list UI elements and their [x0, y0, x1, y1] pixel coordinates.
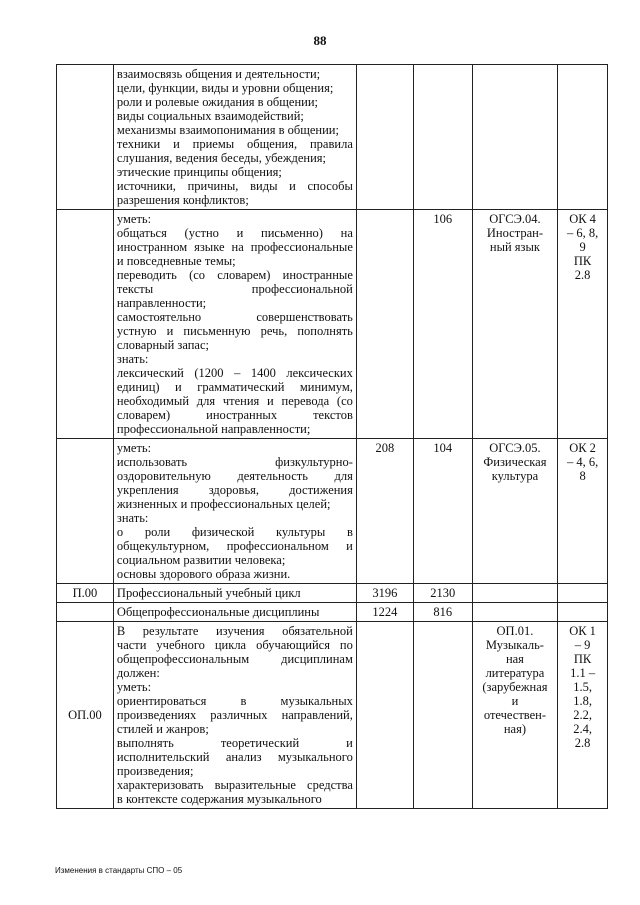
text-line: 2.8 [574, 736, 591, 750]
text-line: 1.8, [573, 694, 592, 708]
text-line: источники, причины, виды и способы [116, 179, 353, 193]
index-cell [57, 210, 114, 439]
text-line: общекультурном, профессиональном и [116, 539, 353, 553]
text-line: части учебного цикла обучающийся по [116, 638, 353, 652]
hours-total-cell [356, 622, 413, 809]
text-line: ОГСЭ.05. [489, 441, 541, 455]
text-line: техники и приемы общения, правила [116, 137, 353, 151]
text-line: цели, функции, виды и уровни общения; [116, 81, 334, 95]
text-line: в контексте содержания музыкального [116, 792, 322, 806]
table-row [57, 584, 608, 603]
text-line: знать: [116, 352, 149, 366]
hours-class-cell: 104 [413, 439, 472, 584]
text-line: словарем) иностранных текстов [116, 408, 353, 422]
text-line: 2.4, [573, 722, 592, 736]
text-line: профессиональной направленности; [116, 422, 311, 436]
text-line: ПК [573, 254, 592, 268]
hours-class-cell [413, 65, 472, 210]
text-line: укрепления здоровья, достижения [116, 483, 353, 497]
text-line: общепрофессиональным дисциплинам [116, 652, 353, 666]
text-line: характеризовать выразительные средства [116, 778, 353, 792]
text-line: 2.2, [573, 708, 592, 722]
text-line: Физическая [483, 455, 547, 469]
text-line: произведениях различных направлений, [116, 708, 353, 722]
competencies-cell [558, 210, 608, 439]
text-line: жизненных и профессиональных целей; [116, 497, 331, 511]
table-row [57, 65, 608, 210]
text-line: роли и ролевые ожидания в общении; [116, 95, 318, 109]
text-line: 9 [579, 240, 586, 254]
text-line: ная) [503, 722, 527, 736]
text-line: иностранном языке на профессиональные [116, 240, 353, 254]
text-line: самостоятельно совершенствовать [116, 310, 353, 324]
index-cell [57, 65, 114, 210]
text-line: уметь: [116, 441, 152, 455]
hours-class-cell: 2130 [413, 584, 472, 603]
table-row [57, 210, 608, 439]
text-line: необходимый для чтения и перевода (со [116, 394, 353, 408]
text-line: направленности; [116, 296, 207, 310]
text-line: разрешения конфликтов; [116, 193, 249, 207]
text-line: уметь: [116, 212, 152, 226]
text-line: – 6, 8, [566, 226, 599, 240]
hours-total-cell: 1224 [356, 603, 413, 622]
hours-class-cell: 106 [413, 210, 472, 439]
text-line: и повседневные темы; [116, 254, 236, 268]
curriculum-table [56, 64, 608, 809]
table-row [57, 603, 608, 622]
text-line: 1.5, [573, 680, 592, 694]
competencies-cell [558, 603, 608, 622]
text-line: ОГСЭ.04. [489, 212, 541, 226]
discipline-code-cell [472, 622, 557, 809]
text-line: ОК 4 [569, 212, 596, 226]
text-line: В результате изучения обязательной [116, 624, 353, 638]
text-line: виды социальных взаимодействий; [116, 109, 304, 123]
text-line: общаться (устно и письменно) на [116, 226, 353, 240]
index-cell [57, 603, 114, 622]
hours-total-cell: 3196 [356, 584, 413, 603]
text-line: переводить (со словарем) иностранные [116, 268, 353, 282]
competencies-cell [558, 584, 608, 603]
text-line: стилей и жанров; [116, 722, 209, 736]
text-line: словарный запас; [116, 338, 209, 352]
text-line: – 4, 6, [566, 455, 599, 469]
competencies-cell [558, 65, 608, 210]
index-cell: ОП.00 [57, 622, 114, 809]
text-line: (зарубежная [482, 680, 548, 694]
text-line: лексический (1200 – 1400 лексических [116, 366, 353, 380]
discipline-code-cell [472, 65, 557, 210]
hours-class-cell: 816 [413, 603, 472, 622]
text-line: Музыкаль- [485, 638, 544, 652]
text-line: устную и письменную речь, пополнять [116, 324, 353, 338]
text-line: исполнительский анализ музыкального [116, 750, 353, 764]
index-cell: П.00 [57, 584, 114, 603]
hours-total-cell: 208 [356, 439, 413, 584]
competencies-cell [558, 622, 608, 809]
text-line: ная [505, 652, 524, 666]
text-line: – 9 [574, 638, 591, 652]
table-row [57, 439, 608, 584]
text-line: ОП.01. [496, 624, 534, 638]
section-title-cell: Общепрофессиональные дисциплины [113, 603, 356, 622]
text-line: уметь: [116, 680, 152, 694]
table-row [57, 622, 608, 809]
text-line: произведения; [116, 764, 194, 778]
cycle-title-cell: Профессиональный учебный цикл [113, 584, 356, 603]
competencies-cell [558, 439, 608, 584]
text-line: 2.8 [574, 268, 591, 282]
text-line: использовать физкультурно- [116, 455, 353, 469]
text-line: ПК [573, 652, 592, 666]
text-line: выполнять теоретический и [116, 736, 353, 750]
text-line: единиц) и грамматический минимум, [116, 380, 353, 394]
discipline-code-cell [472, 439, 557, 584]
text-line: оздоровительную деятельность для [116, 469, 353, 483]
hours-class-cell [413, 622, 472, 809]
page-number: 88 [313, 33, 327, 48]
text-line: тексты профессиональной [116, 282, 353, 296]
text-line: ориентироваться в музыкальных [116, 694, 353, 708]
text-line: 1.1 – [570, 666, 596, 680]
text-line: социальном развитии человека; [116, 553, 286, 567]
discipline-code-cell [472, 603, 557, 622]
text-line: механизмы взаимопонимания в общении; [116, 123, 339, 137]
text-line: ОК 1 [569, 624, 596, 638]
hours-total-cell [356, 65, 413, 210]
text-line: знать: [116, 511, 149, 525]
hours-total-cell [356, 210, 413, 439]
text-line: о роли физической культуры в [116, 525, 353, 539]
text-line: взаимосвязь общения и деятельности; [116, 67, 321, 81]
text-line: должен: [116, 666, 160, 680]
index-cell [57, 439, 114, 584]
discipline-code-cell [472, 584, 557, 603]
text-line: 8 [579, 469, 586, 483]
footer-note: Изменения в стандарты СПО – 05 [55, 866, 183, 875]
description-cell [113, 210, 356, 439]
description-cell [113, 439, 356, 584]
discipline-code-cell [472, 210, 557, 439]
description-cell [113, 622, 356, 809]
text-line: этические принципы общения; [116, 165, 282, 179]
text-line: отечествен- [483, 708, 547, 722]
text-line: культура [491, 469, 539, 483]
text-line: литература [485, 666, 545, 680]
text-line: Иностран- [486, 226, 543, 240]
text-line: ный язык [489, 240, 540, 254]
text-line: слушания, ведения беседы, убеждения; [116, 151, 327, 165]
text-line: основы здорового образа жизни. [116, 567, 291, 581]
description-cell [113, 65, 356, 210]
text-line: и [511, 694, 519, 708]
text-line: ОК 2 [569, 441, 596, 455]
